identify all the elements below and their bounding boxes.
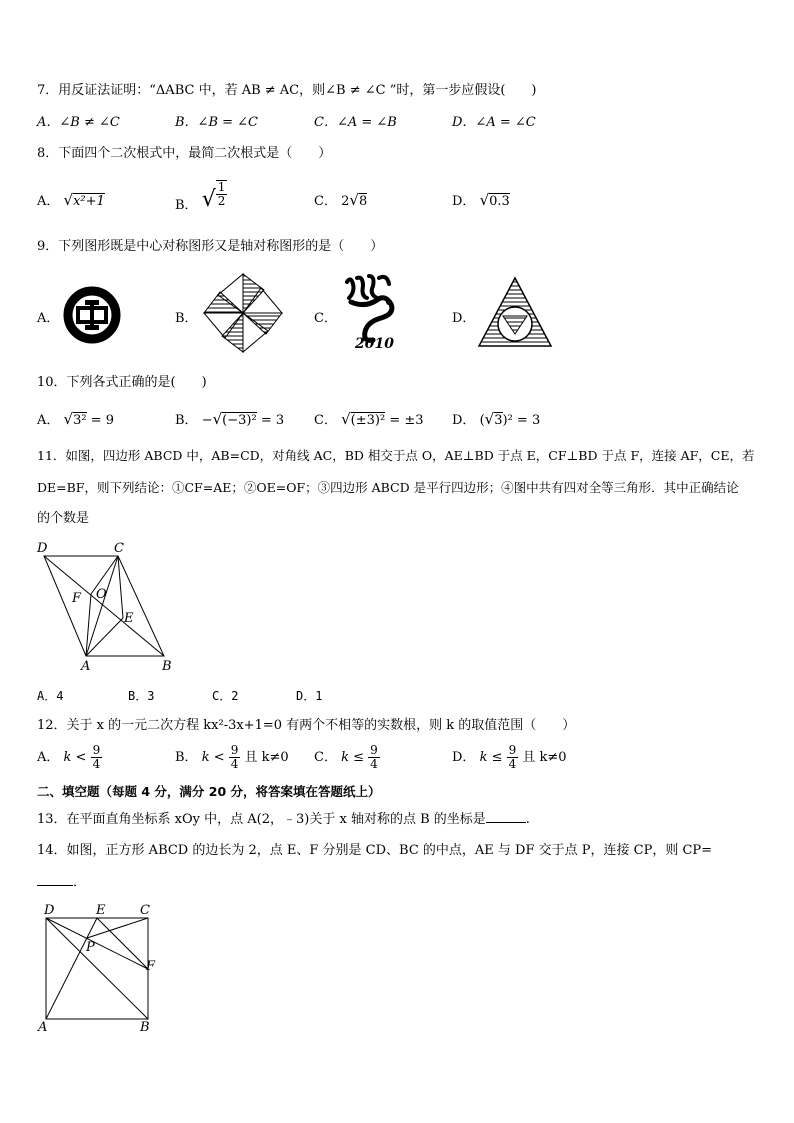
q10-a-radicand: 3²	[73, 413, 87, 428]
q10-a-label: A．	[37, 413, 60, 428]
q11-label-e: E	[124, 611, 134, 626]
q9-label-c: C．	[314, 311, 337, 326]
q7-stem: 7．用反证法证明：“ΔABC 中，若 AB ≠ AC，则∠B ≠ ∠C ”时，第一步应假设( )	[37, 83, 537, 98]
q8-c-label: C．	[314, 194, 337, 209]
q10-c-label: C．	[314, 413, 337, 428]
q10-option-a: A． √3² = 9	[37, 410, 115, 428]
q11-label-o: O	[96, 587, 107, 602]
q10-b-rest: = 3	[256, 413, 285, 428]
q9-label-b: B．	[175, 311, 198, 326]
q12-c-num: 9	[370, 743, 378, 757]
q12-option-c	[314, 744, 380, 771]
q12-b-num: 9	[230, 743, 239, 757]
q14-label-a: A	[38, 1020, 48, 1035]
q10-d-radicand: 3	[494, 413, 503, 428]
q12-a-pre: k <	[63, 750, 87, 765]
q12-d-pre: k ≤	[479, 750, 503, 765]
q12-b-pre: k <	[201, 750, 225, 765]
q14-tail: ．	[73, 875, 87, 890]
q14-line1: 14．如图，正方形 ABCD 的边长为 2，点 E、F 分别是 CD、BC 的中点，AE 与 DF 交于点 P，连接 CP，则 CP=	[37, 843, 713, 858]
q8-a-label: A．	[37, 194, 60, 209]
q8-option-c: C． 2√8	[314, 191, 368, 209]
q13-answer-blank[interactable]	[486, 810, 526, 823]
q9-figure-b-pinwheel-icon	[200, 270, 286, 356]
q12-a-den: 4	[92, 757, 101, 771]
q8-stem: 8．下面四个二次根式中，最简二次根式是（ ）	[37, 146, 332, 161]
q10-d-pre: (	[479, 413, 485, 428]
q12-d-label: D．	[452, 750, 476, 765]
q8-option-d: D． √0.3	[452, 191, 510, 209]
q11-line2: DE=BF，则下列结论：①CF=AE；②OE=OF；③四边形 ABCD 是平行四边形；④图中共有四对全等三角形．其中正确结论	[37, 480, 739, 495]
q8-c-coef: 2	[341, 194, 350, 209]
q14-line2	[37, 873, 86, 892]
q13-stem: 13．在平面直角坐标系 xOy 中，点 A(2，﹣3)关于 x 轴对称的点 B 的坐标是	[37, 812, 486, 827]
q9-label-a: A．	[37, 311, 60, 326]
q14-label-d: D	[44, 903, 55, 918]
q10-a-rest: = 9	[86, 413, 115, 428]
q14-label-f: F	[146, 959, 156, 974]
q12-b-label: B．	[175, 750, 198, 765]
q11-option-b: B．3	[128, 689, 155, 703]
q12-b-den: 4	[230, 757, 239, 771]
q12-d-den: 4	[508, 757, 517, 771]
q14-label-p: P	[86, 940, 95, 955]
q10-b-label: B．	[175, 413, 198, 428]
q9-figure-d-triangle-icon	[477, 276, 553, 348]
q9-figure-a-coin-icon	[63, 286, 121, 344]
q10-d-label: D．	[452, 413, 476, 428]
q11-line1: 11．如图，四边形 ABCD 中，AB=CD，对角线 AC，BD 相交于点 O，AE⊥BD 于点 E，CF⊥BD 于点 F，连接 AF，CE，若	[37, 448, 755, 463]
q14-answer-blank[interactable]	[37, 873, 73, 886]
q10-stem: 10．下列各式正确的是( )	[37, 375, 207, 390]
q10-option-b: B． −√(−3)² = 3	[175, 410, 285, 428]
q10-c-radicand: (±3)²	[350, 413, 386, 428]
q10-c-rest: = ±3	[385, 413, 424, 428]
q8-d-label: D．	[452, 194, 476, 209]
q12-a-num: 9	[92, 743, 101, 757]
q12-a-label: A．	[37, 750, 60, 765]
q12-option-d	[452, 744, 567, 771]
q12-b-post: 且 k≠0	[244, 750, 289, 765]
q13-tail: .	[525, 812, 530, 827]
q11-label-f: F	[72, 591, 82, 606]
q11-label-b: B	[162, 659, 172, 674]
section2-title: 二、填空题（每题 4 分，满分 20 分，将答案填在答题纸上）	[37, 784, 381, 799]
q10-d-rest: )² = 3	[502, 413, 541, 428]
q10-option-d: D． (√3)² = 3	[452, 410, 541, 428]
q8-d-radicand: 0.3	[489, 194, 510, 209]
q8-b-label: B．	[175, 197, 198, 213]
q14-label-e: E	[96, 903, 106, 918]
q9-figure-c-text: 2010	[355, 336, 394, 352]
q10-option-c: C． √(±3)² = ±3	[314, 410, 424, 428]
q8-c-radicand: 8	[358, 194, 368, 209]
q11-label-c: C	[114, 541, 124, 556]
q11-option-a: A．4	[37, 689, 64, 703]
q8-option-a: A． √x²+1	[37, 191, 105, 209]
q9-figure-c-calligraphy-icon	[339, 272, 411, 354]
q13-line	[37, 810, 530, 829]
q12-d-post: 且 k≠0	[522, 750, 567, 765]
q12-stem: 12．关于 x 的一元二次方程 kx²-3x+1=0 有两个不相等的实数根，则 k 的取值范围（ ）	[37, 718, 576, 733]
q11-label-d: D	[37, 541, 48, 556]
q14-label-c: C	[140, 903, 150, 918]
q11-label-a: A	[81, 659, 91, 674]
q9-label-d: D．	[452, 311, 476, 326]
q12-c-label: C．	[314, 750, 337, 765]
q11-option-c: C．2	[212, 689, 239, 703]
q8-option-b: B． √ $\frac{1}{2}$	[175, 180, 226, 213]
q11-option-d: D．1	[296, 689, 323, 703]
q7-option-c: C．∠A = ∠B	[314, 115, 397, 130]
q9-figures	[37, 270, 557, 360]
q12-option-b	[175, 744, 289, 771]
q14-label-b: B	[140, 1020, 150, 1035]
q7-option-b: B．∠B = ∠C	[175, 115, 258, 130]
q11-figure	[34, 538, 182, 674]
q9-stem: 9．下列图形既是中心对称图形又是轴对称图形的是（ ）	[37, 239, 384, 254]
q8-b-num: 1	[217, 180, 226, 194]
q12-c-pre: k ≤	[341, 750, 364, 765]
q12-option-a	[37, 744, 102, 771]
q14-figure	[36, 900, 166, 1036]
q8-b-den: 2	[217, 194, 226, 208]
q10-b-pre: −	[201, 413, 213, 428]
q12-d-num: 9	[508, 743, 517, 757]
q7-option-d: D．∠A = ∠C	[452, 115, 536, 130]
q11-line3: 的个数是	[37, 511, 90, 526]
q10-b-radicand: (−3)²	[222, 413, 257, 428]
q8-a-radicand: x²+1	[73, 194, 105, 209]
q7-option-a: A．∠B ≠ ∠C	[37, 115, 120, 130]
q12-c-den: 4	[370, 757, 378, 771]
